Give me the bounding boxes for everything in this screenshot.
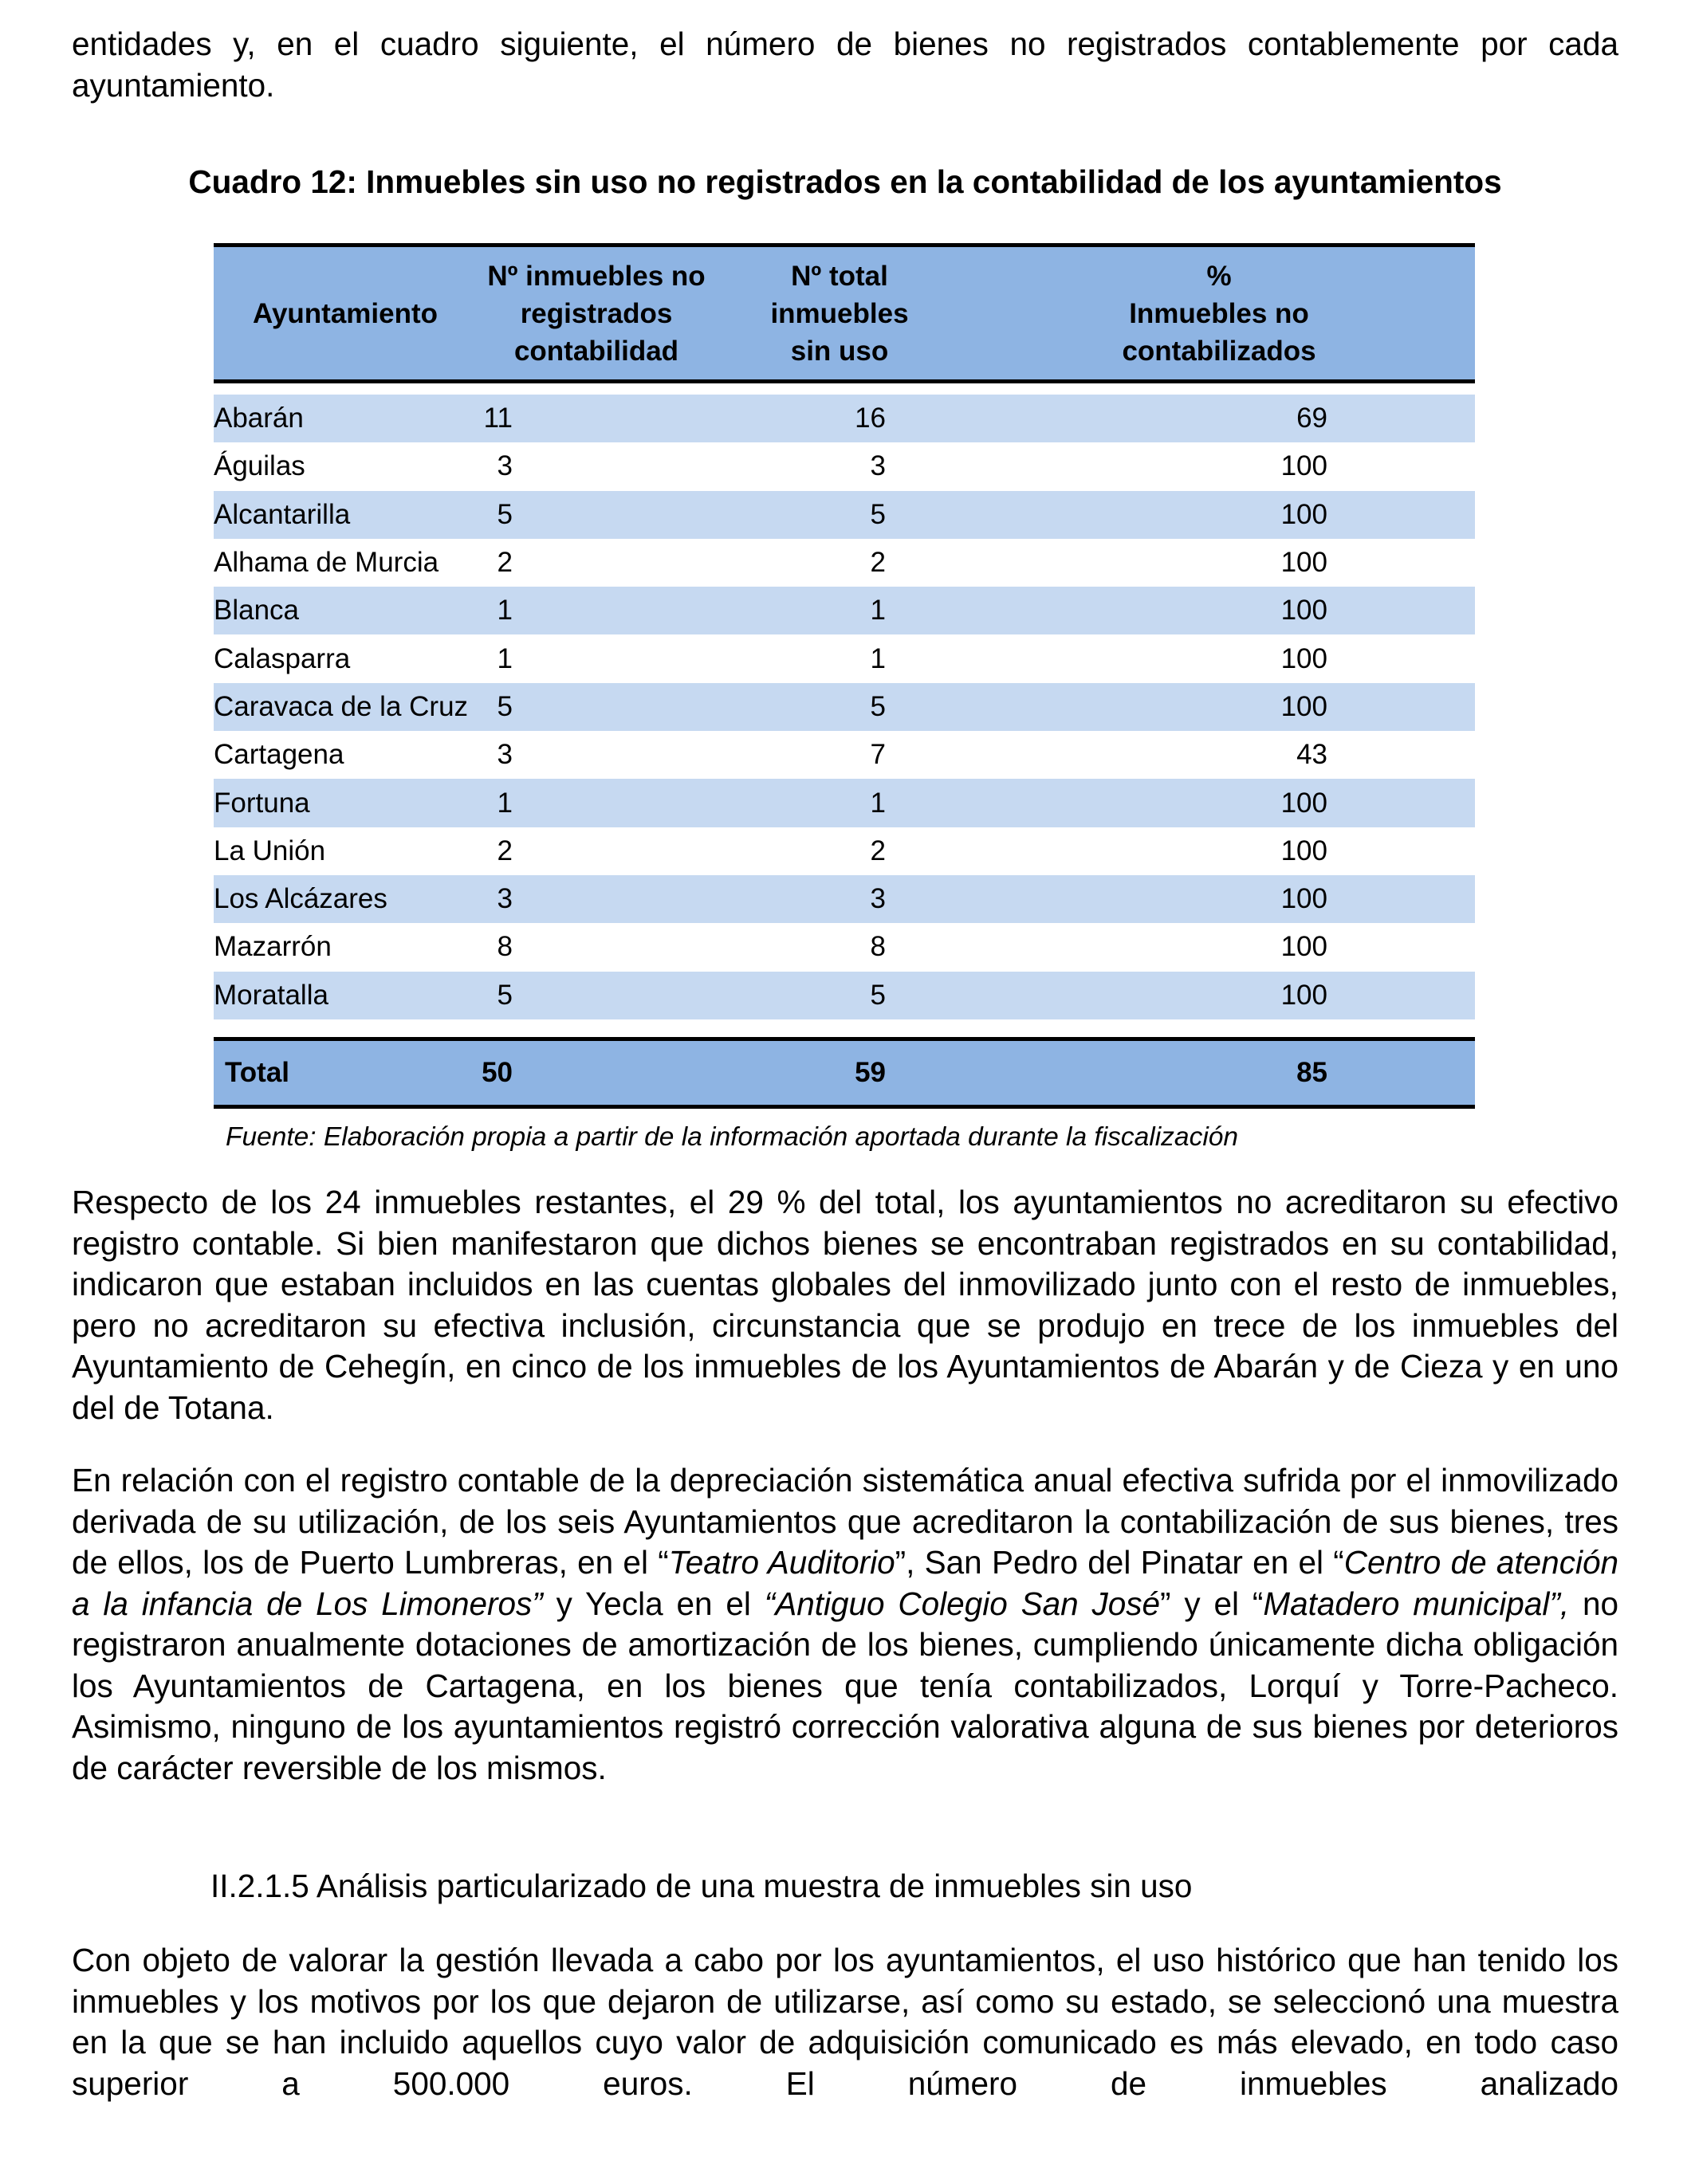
total-label: Total xyxy=(214,1039,477,1106)
inmuebles-table xyxy=(214,243,1475,1109)
cell-ayuntamiento: Fortuna xyxy=(214,779,477,827)
cell-total-sin-uso: 1 xyxy=(716,634,963,682)
cell-porcentaje: 69 xyxy=(963,395,1475,442)
cell-total-sin-uso: 5 xyxy=(716,972,963,1019)
header-porcentaje: % Inmuebles no contabilizados xyxy=(963,246,1475,382)
table-row xyxy=(214,683,1475,731)
cell-porcentaje: 100 xyxy=(963,923,1475,971)
cell-no-registrados: 3 xyxy=(477,875,716,923)
cell-no-registrados: 2 xyxy=(477,539,716,587)
paragraph-depreciacion: En relación con el registro contable de la depreciación sistemática anual efectiva sufrida por el inmovilizado derivada de su utilización, de los seis Ayuntamientos que acreditaron la contabilización de sus bienes, tres de ellos, los de Puerto Lumbreras, en el “Teatro Auditorio”, San Pedro del Pinatar en el “Centro de atención a la infancia de Los Limoneros” y Yecla en el “Antiguo Colegio San José” y el “Matadero municipal”, no registraron anualmente dotaciones de amortización de los bienes, cumpliendo únicamente dicha obligación los Ayuntamientos de Cartagena, en los bienes que tenía contabilizados, Lorquí y Torre-Pacheco. Asimismo, ninguno de los ayuntamientos registró corrección valorativa alguna de sus bienes por deterioros de carácter reversible de los mismos. xyxy=(72,1462,1618,1786)
cell-ayuntamiento: Abarán xyxy=(214,395,477,442)
cell-ayuntamiento: Caravaca de la Cruz xyxy=(214,683,477,731)
cell-ayuntamiento: Blanca xyxy=(214,587,477,634)
table-row xyxy=(214,731,1475,779)
table-header-row xyxy=(214,246,1475,382)
cell-total-sin-uso: 1 xyxy=(716,587,963,634)
table-row xyxy=(214,395,1475,442)
cell-ayuntamiento: Alcantarilla xyxy=(214,491,477,539)
cell-ayuntamiento: Moratalla xyxy=(214,972,477,1019)
cell-no-registrados: 3 xyxy=(477,731,716,779)
cell-porcentaje: 100 xyxy=(963,491,1475,539)
cell-no-registrados: 2 xyxy=(477,827,716,875)
total-porcentaje: 85 xyxy=(963,1039,1475,1106)
cell-porcentaje: 100 xyxy=(963,827,1475,875)
cell-ayuntamiento: Cartagena xyxy=(214,731,477,779)
cell-no-registrados: 5 xyxy=(477,972,716,1019)
table-row xyxy=(214,827,1475,875)
total-no-registrados: 50 xyxy=(477,1039,716,1106)
table-row xyxy=(214,539,1475,587)
cell-total-sin-uso: 8 xyxy=(716,923,963,971)
table-row xyxy=(214,442,1475,490)
cell-total-sin-uso: 2 xyxy=(716,827,963,875)
table-row xyxy=(214,875,1475,923)
table-row xyxy=(214,779,1475,827)
source-note: Fuente: Elaboración propia a partir de la información aportada durante la fiscalización xyxy=(226,1122,1239,1152)
header-no-registrados: Nº inmuebles no registrados contabilidad xyxy=(477,246,716,382)
section-subheading: II.2.1.5 Análisis particularizado de una muestra de inmuebles sin uso xyxy=(210,1868,1193,1904)
cell-porcentaje: 100 xyxy=(963,634,1475,682)
total-sin-uso: 59 xyxy=(716,1039,963,1106)
cell-porcentaje: 100 xyxy=(963,779,1475,827)
cell-porcentaje: 100 xyxy=(963,587,1475,634)
cell-ayuntamiento: Calasparra xyxy=(214,634,477,682)
cell-total-sin-uso: 5 xyxy=(716,683,963,731)
table-caption: Cuadro 12: Inmuebles sin uso no registrados en la contabilidad de los ayuntamientos xyxy=(188,163,1502,200)
table-row xyxy=(214,972,1475,1019)
cell-no-registrados: 1 xyxy=(477,779,716,827)
cell-porcentaje: 100 xyxy=(963,875,1475,923)
cell-total-sin-uso: 3 xyxy=(716,442,963,490)
cell-porcentaje: 43 xyxy=(963,731,1475,779)
table-row xyxy=(214,634,1475,682)
cell-porcentaje: 100 xyxy=(963,442,1475,490)
paragraph-muestra: Con objeto de valorar la gestión llevada a cabo por los ayuntamientos, el uso histórico que han tenido los inmuebles y los motivos por los que dejaron de utilizarse, así como su estado, se seleccionó una muestra en la que se han incluido aquellos cuyo valor de adquisición comunicado es más elevado, en todo caso superior a 500.000 euros. El número de inmuebles analizado xyxy=(72,1942,1618,2102)
cell-total-sin-uso: 1 xyxy=(716,779,963,827)
cell-ayuntamiento: Mazarrón xyxy=(214,923,477,971)
table-row xyxy=(214,923,1475,971)
cell-ayuntamiento: Águilas xyxy=(214,442,477,490)
cell-no-registrados: 5 xyxy=(477,683,716,731)
cell-no-registrados: 3 xyxy=(477,442,716,490)
table-row xyxy=(214,491,1475,539)
table-total-row xyxy=(214,1039,1475,1106)
cell-no-registrados: 1 xyxy=(477,587,716,634)
cell-porcentaje: 100 xyxy=(963,972,1475,1019)
cell-total-sin-uso: 16 xyxy=(716,395,963,442)
paragraph-respecto: Respecto de los 24 inmuebles restantes, el 29 % del total, los ayuntamientos no acreditaron su efectivo registro contable. Si bien manifestaron que dichos bienes se encontraban registrados en su contabilidad, indicaron que estaban incluidos en las cuentas globales del inmovilizado junto con el resto de inmuebles, pero no acreditaron su efectiva inclusión, circunstancia que se produjo en trece de los inmuebles del Ayuntamiento de Cehegín, en cinco de los inmuebles de los Ayuntamientos de Abarán y de Cieza y en uno del de Totana. xyxy=(72,1184,1618,1426)
cell-porcentaje: 100 xyxy=(963,683,1475,731)
cell-no-registrados: 8 xyxy=(477,923,716,971)
cell-ayuntamiento: La Unión xyxy=(214,827,477,875)
cell-no-registrados: 11 xyxy=(477,395,716,442)
table-row xyxy=(214,587,1475,634)
cell-total-sin-uso: 5 xyxy=(716,491,963,539)
cell-porcentaje: 100 xyxy=(963,539,1475,587)
cell-ayuntamiento: Alhama de Murcia xyxy=(214,539,477,587)
cell-no-registrados: 1 xyxy=(477,634,716,682)
cell-total-sin-uso: 2 xyxy=(716,539,963,587)
intro-paragraph: entidades y, en el cuadro siguiente, el número de bienes no registrados contablemente por cada ayuntamiento. xyxy=(72,26,1618,104)
cell-no-registrados: 5 xyxy=(477,491,716,539)
cell-ayuntamiento: Los Alcázares xyxy=(214,875,477,923)
header-ayuntamiento: Ayuntamiento xyxy=(214,246,477,382)
cell-total-sin-uso: 3 xyxy=(716,875,963,923)
cell-total-sin-uso: 7 xyxy=(716,731,963,779)
header-total-sin-uso: Nº total inmuebles sin uso xyxy=(716,246,963,382)
